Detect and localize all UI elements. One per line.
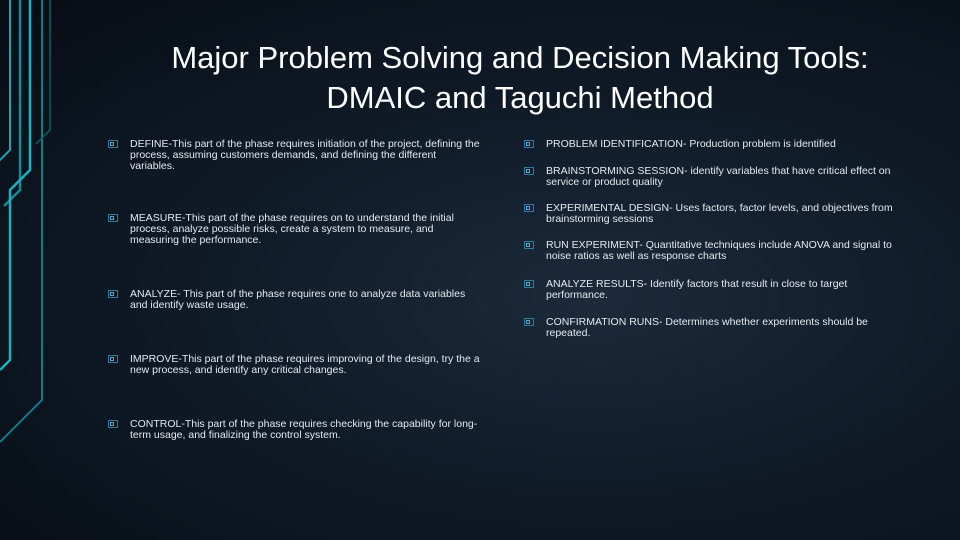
list-item-analyze-results — [524, 279, 899, 301]
list-item-text: BRAINSTORMING SESSION- identify variables that have critical effect on service or product quality — [546, 165, 891, 188]
checkbox-bullet-icon — [524, 280, 534, 288]
checkbox-bullet-icon — [108, 420, 118, 428]
list-item-text: ANALYZE RESULTS- Identify factors that result in close to target performance. — [546, 278, 848, 301]
checkbox-bullet-icon — [524, 140, 534, 148]
list-item-improve — [108, 354, 483, 376]
slide-title-line-2: DMAIC and Taguchi Method — [326, 80, 714, 115]
slide-title-line-1: Major Problem Solving and Decision Making Tools: — [171, 40, 869, 75]
checkbox-bullet-icon — [108, 290, 118, 298]
checkbox-bullet-icon — [524, 318, 534, 326]
list-item-experimental-design — [524, 203, 899, 225]
list-item-text: EXPERIMENTAL DESIGN- Uses factors, factor levels, and objectives from brainstorming sessions — [546, 202, 893, 225]
slide-title — [100, 38, 940, 118]
checkbox-bullet-icon — [108, 214, 118, 222]
list-item-control — [108, 419, 483, 441]
list-item-text: CONTROL-This part of the phase requires checking the capability for long-term usage, and finalizing the control system. — [130, 418, 478, 441]
checkbox-bullet-icon — [108, 355, 118, 363]
list-item-brainstorming-session — [524, 166, 899, 188]
list-item-run-experiment — [524, 240, 899, 262]
list-item-text: CONFIRMATION RUNS- Determines whether experiments should be repeated. — [546, 316, 868, 339]
list-item-analyze — [108, 289, 483, 311]
checkbox-bullet-icon — [524, 167, 534, 175]
list-item-text: MEASURE-This part of the phase requires on to understand the initial process, analyze possible risks, create a system to measure, and measuring the performance. — [130, 212, 454, 246]
list-item-text: ANALYZE- This part of the phase requires one to analyze data variables and identify waste usage. — [130, 288, 466, 311]
decorative-accent-lines — [0, 0, 60, 540]
list-item-confirmation-runs — [524, 317, 899, 339]
list-item-text: PROBLEM IDENTIFICATION- Production problem is identified — [546, 138, 836, 150]
list-item-text: RUN EXPERIMENT- Quantitative techniques include ANOVA and signal to noise ratios as well as response charts — [546, 239, 892, 262]
checkbox-bullet-icon — [524, 241, 534, 249]
list-item-define — [108, 139, 483, 172]
list-item-measure — [108, 213, 483, 246]
list-item-problem-identification — [524, 139, 899, 150]
list-item-text: DEFINE-This part of the phase requires initiation of the project, defining the process, assuming customers demands, and defining the different variables. — [130, 138, 480, 172]
checkbox-bullet-icon — [108, 140, 118, 148]
checkbox-bullet-icon — [524, 204, 534, 212]
list-item-text: IMPROVE-This part of the phase requires improving of the design, try the a new process, and identify any critical changes. — [130, 353, 480, 376]
